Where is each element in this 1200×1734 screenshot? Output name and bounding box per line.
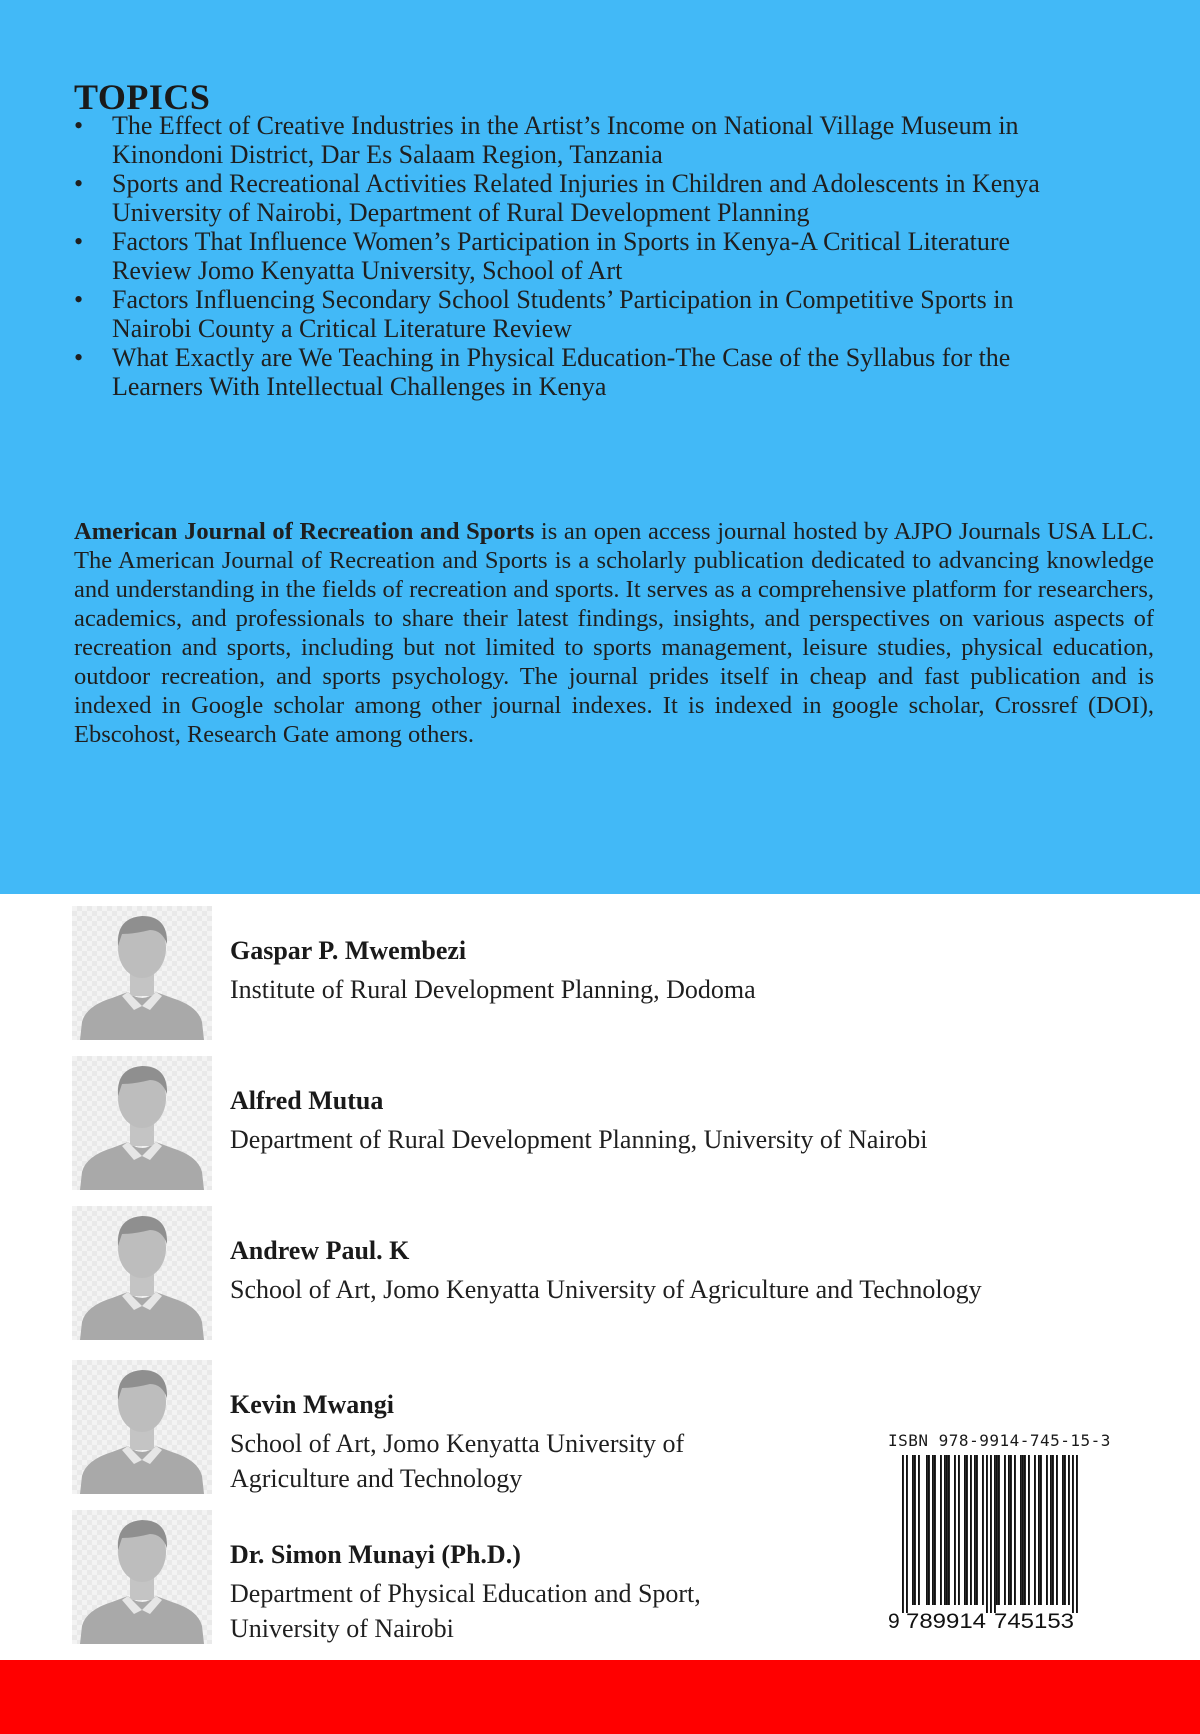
barcode-bar bbox=[1038, 1455, 1040, 1605]
person-silhouette-icon bbox=[72, 1206, 212, 1340]
barcode-bar bbox=[1056, 1455, 1058, 1605]
barcode-bar bbox=[1076, 1455, 1078, 1613]
barcode-bar bbox=[1034, 1455, 1036, 1605]
bullet-icon: • bbox=[74, 343, 84, 372]
topic-line: Nairobi County a Critical Literature Review bbox=[112, 314, 572, 343]
author-name: Dr. Simon Munayi (Ph.D.) bbox=[230, 1540, 521, 1569]
topic-line: Factors That Influence Women’s Participation in Sports in Kenya-A Critical Literature bbox=[112, 227, 1011, 256]
topic-line: University of Nairobi, Department of Rural Development Planning bbox=[112, 198, 810, 227]
barcode-bar bbox=[932, 1455, 934, 1605]
barcode-bar bbox=[1014, 1455, 1016, 1605]
barcode-bar bbox=[914, 1455, 916, 1605]
barcode-bar bbox=[1050, 1455, 1052, 1605]
journal-name: American Journal of Recreation and Sports bbox=[74, 518, 535, 545]
topic-line: Learners With Intellectual Challenges in Kenya bbox=[112, 372, 607, 401]
author-name: Alfred Mutua bbox=[230, 1086, 384, 1115]
bullet-icon: • bbox=[74, 285, 84, 314]
barcode-bar bbox=[964, 1455, 966, 1605]
avatar bbox=[72, 1056, 212, 1190]
journal-description bbox=[74, 517, 1154, 749]
topic-line: What Exactly are We Teaching in Physical Education-The Case of the Syllabus for the bbox=[112, 343, 1011, 372]
barcode-bar bbox=[1010, 1455, 1012, 1605]
avatar bbox=[72, 1206, 212, 1340]
author-card bbox=[72, 1510, 972, 1644]
author-card bbox=[72, 906, 972, 1040]
topic-line: Review Jomo Kenyatta University, School of Art bbox=[112, 256, 623, 285]
barcode-bar bbox=[990, 1455, 992, 1613]
barcode-bar bbox=[1068, 1455, 1070, 1605]
author-affiliation: School of Art, Jomo Kenyatta University of Agriculture and Technology bbox=[230, 1275, 982, 1304]
barcode-bar bbox=[974, 1455, 976, 1605]
barcode-bar bbox=[994, 1455, 996, 1613]
author-card bbox=[72, 1360, 972, 1494]
barcode-bar bbox=[1072, 1455, 1074, 1613]
barcode-bar bbox=[958, 1455, 960, 1605]
topic-item bbox=[74, 343, 1154, 401]
topic-line: Kinondoni District, Dar Es Salaam Region, Tanzania bbox=[112, 140, 663, 169]
topics-heading: TOPICS bbox=[74, 77, 211, 117]
isbn-digits-right: 745153 bbox=[994, 1610, 1074, 1633]
avatar bbox=[72, 906, 212, 1040]
author-affiliation: Department of Rural Development Planning, University of Nairobi bbox=[230, 1125, 928, 1154]
barcode-bar bbox=[1024, 1455, 1026, 1605]
barcode-bar bbox=[928, 1455, 930, 1605]
person-silhouette-icon bbox=[72, 906, 212, 1040]
author-name: Andrew Paul. K bbox=[230, 1236, 410, 1265]
topic-line: Factors Influencing Secondary School Students’ Participation in Competitive Sports in bbox=[112, 285, 1014, 314]
silhouette-body bbox=[80, 1596, 204, 1644]
barcode-bar bbox=[946, 1455, 948, 1605]
bullet-icon: • bbox=[74, 111, 84, 140]
barcode-bar bbox=[1022, 1455, 1024, 1605]
barcode-bar bbox=[1020, 1455, 1022, 1605]
isbn-digits-left: 789914 bbox=[906, 1610, 987, 1633]
topic-item bbox=[74, 111, 1154, 169]
barcode-bar bbox=[902, 1455, 904, 1613]
barcode-bar bbox=[926, 1455, 928, 1605]
barcode-bar bbox=[982, 1455, 984, 1605]
barcode-bar bbox=[940, 1455, 942, 1605]
silhouette-body bbox=[80, 1142, 204, 1190]
barcode-icon bbox=[884, 1453, 1096, 1633]
topic-item bbox=[74, 227, 1154, 285]
silhouette-body bbox=[80, 1446, 204, 1494]
person-silhouette-icon bbox=[72, 1360, 212, 1494]
topic-item bbox=[74, 285, 1154, 343]
bottom-bar bbox=[0, 1660, 1200, 1734]
author-affiliation: Institute of Rural Development Planning, Dodoma bbox=[230, 975, 756, 1004]
avatar bbox=[72, 1360, 212, 1494]
barcode-bar bbox=[966, 1455, 968, 1605]
author-name: Gaspar P. Mwembezi bbox=[230, 936, 467, 965]
barcode-bar bbox=[944, 1455, 946, 1605]
barcode-bar bbox=[1028, 1455, 1030, 1605]
barcode-bar bbox=[996, 1455, 998, 1605]
barcode-bar bbox=[1004, 1455, 1006, 1605]
barcode-bar bbox=[1052, 1455, 1054, 1605]
author-card bbox=[72, 1056, 972, 1190]
person-silhouette-icon bbox=[72, 1056, 212, 1190]
person-silhouette-icon bbox=[72, 1510, 212, 1644]
barcode-bar bbox=[976, 1455, 978, 1605]
barcode-bar bbox=[970, 1455, 972, 1605]
silhouette-body bbox=[80, 1292, 204, 1340]
barcode-bar bbox=[1040, 1455, 1042, 1605]
topic-line: Sports and Recreational Activities Related Injuries in Children and Adolescents in Kenya bbox=[112, 169, 1040, 198]
topic-line: The Effect of Creative Industries in the Artist’s Income on National Village Museum in bbox=[112, 111, 1019, 140]
author-affiliation: School of Art, Jomo Kenyatta University of Agriculture and Technology bbox=[230, 1429, 685, 1493]
barcode-bar bbox=[1064, 1455, 1066, 1605]
description-text: is an open access journal hosted by AJPO Journals USA LLC. The American Journal of Recreation and Sports is a scholarly publication dedicated to advancing knowledge and understanding in the fields of recreation and sports. It serves as a comprehensive platform for researchers, academics, and professionals to share their latest findings, insights, and perspectives on various aspects of recreation and sports, including but not limited to sports management, leisure studies, physical education, outdoor recreation, and sports psychology. The journal prides itself in cheap and fast publication and is indexed in Google scholar among other journal indexes. It is indexed in google scholar, Crossref (DOI), Ebscohost, Research Gate among others. bbox=[74, 518, 1154, 748]
barcode-bars bbox=[902, 1455, 1078, 1613]
author-card bbox=[72, 1206, 982, 1340]
topics-list bbox=[74, 111, 1154, 401]
silhouette-body bbox=[80, 992, 204, 1040]
bullet-icon: • bbox=[74, 169, 84, 198]
barcode-bar bbox=[954, 1455, 956, 1605]
isbn-label: ISBN 978-9914-745-15-3 bbox=[888, 1431, 1111, 1450]
author-affiliation: Department of Physical Education and Sport, University of Nairobi bbox=[230, 1579, 701, 1643]
barcode-bar bbox=[1046, 1455, 1048, 1605]
barcode-bar bbox=[948, 1455, 950, 1605]
barcode-bar bbox=[998, 1455, 1000, 1605]
topic-item bbox=[74, 169, 1154, 227]
barcode-bar bbox=[1062, 1455, 1064, 1605]
author-name: Kevin Mwangi bbox=[230, 1390, 394, 1419]
barcode-bar bbox=[912, 1455, 914, 1605]
isbn-digit-first: 9 bbox=[888, 1610, 900, 1633]
barcode-bar bbox=[918, 1455, 920, 1605]
barcode-bar bbox=[934, 1455, 936, 1605]
bullet-icon: • bbox=[74, 227, 84, 256]
barcode-bar bbox=[986, 1455, 988, 1613]
barcode-bar bbox=[906, 1455, 908, 1613]
avatar bbox=[72, 1510, 212, 1644]
barcode-bar bbox=[1008, 1455, 1010, 1605]
